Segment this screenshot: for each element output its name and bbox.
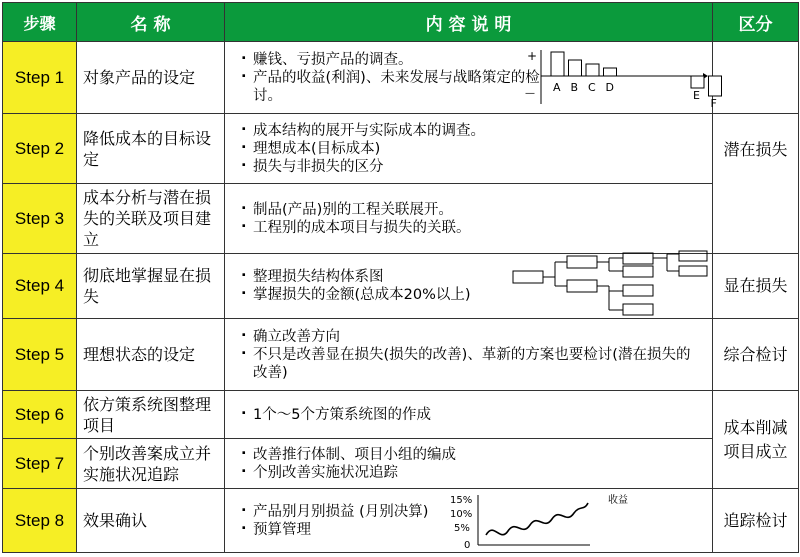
step-name: 成本分析与潜在损失的关联及项目建立	[77, 184, 225, 254]
step-name: 彻底地掌握显在损失	[77, 254, 225, 319]
content-item: . 赚钱、亏损产品的调查。	[241, 51, 541, 69]
area-visible-loss: 显在损失	[713, 254, 799, 319]
step-content	[225, 184, 713, 254]
header-content: 内 容 说 明	[225, 3, 713, 42]
profit-loss-bar-chart	[525, 44, 717, 112]
bar-label-F: F	[710, 97, 717, 110]
step-content	[225, 439, 713, 489]
area-cost-line1: 成本削减	[723, 417, 788, 437]
area-potential-loss: 潜在损失	[713, 114, 799, 254]
step-label: Step 8	[3, 489, 77, 553]
tree-node	[567, 256, 597, 268]
profit-trend-chart	[450, 491, 670, 551]
table-row	[3, 489, 799, 553]
step-content	[225, 254, 713, 319]
content-item: . 不只是改善显在损失(损失的改善)、革新的方案也要检讨(潜在损失的改善)	[241, 346, 702, 382]
bar-label-C: C	[588, 81, 596, 94]
area-cell-empty	[710, 42, 799, 114]
content-item: . 确立改善方向	[241, 328, 702, 346]
content-item: . 掌握损失的金额(总成本20%以上)	[241, 286, 521, 304]
bar-label-A: A	[553, 81, 561, 94]
header-step: 步骤	[3, 3, 77, 42]
step-label: Step 3	[3, 184, 77, 254]
step-name: 效果确认	[77, 489, 225, 553]
y-tick: 10%	[450, 509, 473, 520]
bar-E	[691, 76, 704, 88]
bar-label-B: B	[570, 81, 579, 94]
bar-label-E: E	[693, 89, 700, 102]
content-item: . 改善推行体制、项目小组的编成	[241, 446, 712, 464]
area-comprehensive-review: 综合检讨	[713, 319, 799, 391]
step-table	[2, 2, 799, 553]
content-item: . 1个～5个方策系统图的作成	[241, 406, 712, 424]
step-label: Step 4	[3, 254, 77, 319]
step-name: 理想状态的设定	[77, 319, 225, 391]
step-content	[225, 319, 713, 391]
content-item: . 产品的收益(利润)、未来发展与战略策定的检讨。	[241, 69, 541, 105]
step-name: 个别改善案成立并实施状况追踪	[77, 439, 225, 489]
step-content	[225, 391, 713, 439]
step-label: Step 5	[3, 319, 77, 391]
content-item: . 理想成本(目标成本)	[241, 140, 712, 158]
area-cost-line2: 项目成立	[723, 441, 788, 461]
header-area: 区分	[713, 3, 799, 42]
content-item: . 工程别的成本项目与损失的关联。	[241, 219, 712, 237]
content-item: . 个别改善实施状况追踪	[241, 464, 712, 482]
step-content	[225, 42, 717, 114]
tree-node	[513, 271, 543, 283]
content-item: . 产品别月别损益 (月别决算)	[241, 503, 461, 521]
area-tracking-review: 追踪检讨	[713, 489, 799, 553]
step-label: Step 1	[3, 42, 77, 114]
table-row	[3, 254, 799, 319]
y-tick: 15%	[450, 495, 473, 506]
content-item: . 整理损失结构体系图	[241, 268, 521, 286]
table-row	[3, 319, 799, 391]
bar-D	[604, 68, 617, 76]
bar-C	[586, 64, 599, 76]
step-label: Step 2	[3, 114, 77, 184]
step-content	[225, 489, 713, 553]
y-tick: 0	[464, 540, 471, 551]
header-name: 名 称	[77, 3, 225, 42]
plus-sign: +	[527, 49, 538, 63]
tree-node	[567, 280, 597, 292]
table-row	[3, 391, 799, 439]
table-header-row	[3, 3, 799, 42]
bar-F	[709, 76, 722, 96]
step-content	[225, 114, 713, 184]
step-name: 对象产品的设定	[77, 42, 225, 114]
tree-node	[623, 266, 653, 277]
profit-trend-line	[486, 503, 588, 535]
y-tick: 5%	[454, 523, 470, 534]
step-name: 依方策系统图整理项目	[77, 391, 225, 439]
content-item: . 成本结构的展开与实际成本的调查。	[241, 122, 712, 140]
table-row	[3, 114, 799, 184]
tree-node	[679, 266, 707, 276]
minus-sign: —	[525, 88, 535, 99]
chart-legend-profit: 收益	[608, 495, 628, 506]
step-label: Step 7	[3, 439, 77, 489]
tree-node	[623, 285, 653, 296]
content-item: . 制品(产品)别的工程关联展开。	[241, 201, 712, 219]
table-row	[3, 184, 799, 254]
tree-node	[623, 304, 653, 315]
step-name: 降低成本的目标设定	[77, 114, 225, 184]
table-row	[3, 439, 799, 489]
bar-A	[551, 52, 564, 76]
step-table-sheet	[2, 2, 798, 555]
table-row	[3, 42, 799, 114]
step-label: Step 6	[3, 391, 77, 439]
content-item: . 损失与非损失的区分	[241, 158, 712, 176]
tree-node	[623, 253, 653, 264]
bar-label-D: D	[605, 81, 614, 94]
area-cost-reduction	[713, 391, 799, 489]
bar-B	[569, 60, 582, 76]
loss-tree-diagram	[511, 255, 711, 317]
content-item: . 预算管理	[241, 521, 461, 539]
